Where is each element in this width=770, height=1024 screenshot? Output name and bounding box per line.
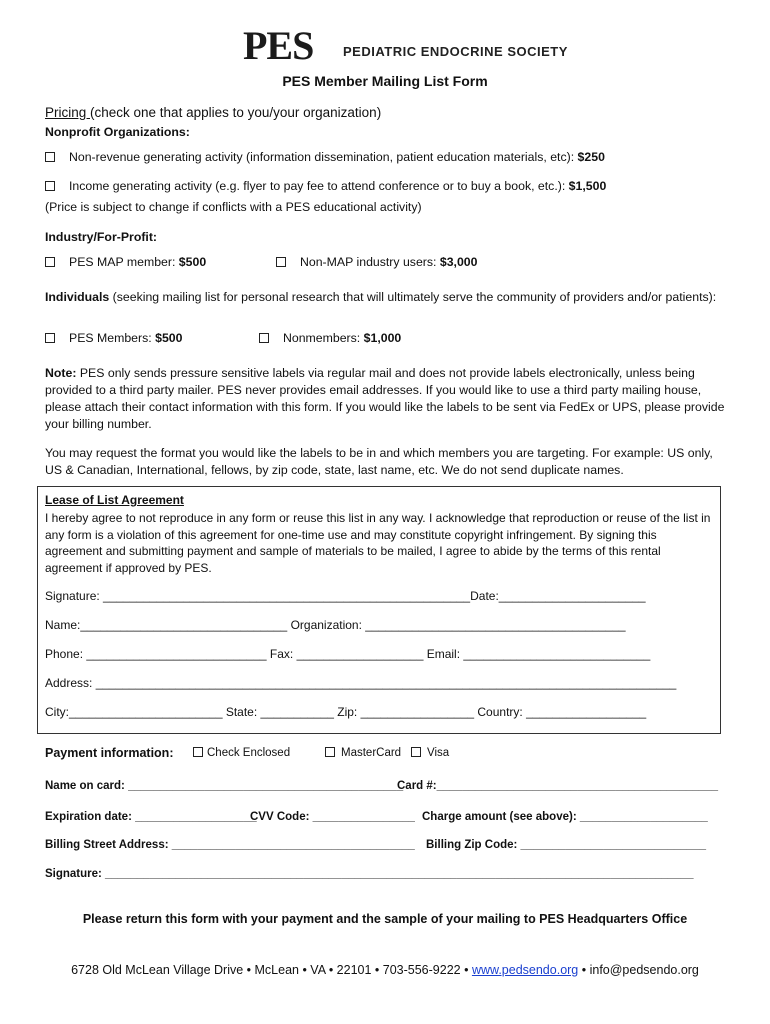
note-paragraph	[45, 365, 725, 433]
checkbox-map-member[interactable]	[45, 257, 55, 267]
checkbox-visa[interactable]	[411, 747, 421, 757]
note-label: Note:	[45, 366, 77, 380]
individuals-option-2[interactable]	[259, 331, 401, 345]
individuals-description: (seeking mailing list for personal research that will ultimately serve the community of providers and/or patients):	[109, 290, 717, 304]
agreement-city-state-zip-field[interactable]: City:_______________________ State: ___________ Zip: _________________ Country: __________________	[45, 705, 647, 719]
website-link[interactable]: www.pedsendo.org	[471, 963, 579, 977]
agreement-name-org-field[interactable]: Name:_______________________________ Organization: _______________________________________	[45, 618, 626, 632]
pricing-heading: Pricing	[45, 105, 91, 120]
agreement-phone-fax-email-field[interactable]: Phone: ___________________________ Fax: ___________________ Email: ____________________________	[45, 647, 651, 661]
pricing-heading-row	[45, 105, 381, 120]
checkbox-nonmembers[interactable]	[259, 333, 269, 343]
pricing-heading-note: (check one that applies to you/your organization)	[90, 105, 382, 120]
individuals-option-1-price: $500	[155, 331, 183, 345]
checkbox-check-enclosed[interactable]	[193, 747, 203, 757]
nonprofit-option-1[interactable]	[45, 150, 605, 164]
individuals-option-1[interactable]	[45, 331, 182, 345]
billing-zip-field[interactable]: Billing Zip Code: _____________________________	[426, 839, 707, 851]
checkbox-nonprofit-income[interactable]	[45, 181, 55, 191]
lease-agreement-box	[37, 486, 721, 734]
payment-mastercard-option[interactable]	[325, 747, 401, 759]
industry-option-1[interactable]	[45, 255, 206, 269]
individuals-option-1-text: PES Members:	[69, 331, 156, 345]
check-enclosed-label: Check Enclosed	[207, 747, 291, 759]
individuals-option-2-text: Nonmembers:	[283, 331, 364, 345]
nonprofit-option-2-text: Income generating activity (e.g. flyer to pay fee to attend conference or to buy a book, etc.):	[69, 179, 569, 193]
industry-option-1-text: PES MAP member:	[69, 255, 179, 269]
industry-heading: Industry/For-Profit:	[45, 230, 158, 244]
form-title: PES Member Mailing List Form	[282, 73, 488, 89]
visa-label: Visa	[427, 747, 450, 759]
nonprofit-price-note: (Price is subject to change if conflicts with a PES educational activity)	[45, 200, 422, 214]
payment-heading: Payment information:	[45, 746, 174, 760]
charge-amount-field[interactable]: Charge amount (see above): ____________________	[422, 811, 708, 823]
payment-check-option[interactable]	[193, 747, 290, 759]
footer-email: • info@pedsendo.org	[578, 963, 699, 977]
payment-signature-field[interactable]: Signature: ____________________________________________________________________________________________	[45, 868, 694, 880]
nonprofit-option-2-price: $1,500	[568, 179, 607, 193]
nonprofit-option-2[interactable]	[45, 179, 606, 193]
payment-visa-option[interactable]	[411, 747, 449, 759]
agreement-address-field[interactable]: Address: _______________________________________________________________________________________	[45, 676, 677, 690]
industry-option-2[interactable]	[276, 255, 478, 269]
mastercard-label: MasterCard	[341, 747, 402, 759]
industry-option-2-price: $3,000	[439, 255, 478, 269]
individuals-paragraph	[45, 289, 725, 306]
format-request-paragraph: You may request the format you would like the labels to be in and which members you are targeting. For example: US only, US & Canadian, International, fellows, by zip code, state, last name, etc. We do not send duplicate names.	[45, 446, 713, 477]
nonprofit-heading: Nonprofit Organizations:	[45, 125, 190, 139]
nonprofit-option-1-text: Non-revenue generating activity (information dissemination, patient education materials, etc):	[69, 150, 578, 164]
card-number-field[interactable]: Card #:____________________________________________	[397, 780, 719, 792]
checkbox-mastercard[interactable]	[325, 747, 335, 757]
footer-address: 6728 Old McLean Village Drive • McLean • VA • 22101 • 703-556-9222 •	[71, 963, 472, 977]
billing-street-field[interactable]: Billing Street Address: ______________________________________	[45, 839, 415, 851]
cvv-code-field[interactable]: CVV Code: ________________	[250, 811, 415, 823]
checkbox-non-map[interactable]	[276, 257, 286, 267]
nonprofit-option-1-price: $250	[577, 150, 605, 164]
agreement-heading: Lease of List Agreement	[45, 493, 184, 507]
agreement-signature-field[interactable]: Signature: _______________________________________________________Date:______________________	[45, 589, 646, 603]
checkbox-pes-members[interactable]	[45, 333, 55, 343]
name-on-card-field[interactable]: Name on card: ___________________________________________	[45, 780, 404, 792]
checkbox-nonprofit-nonrevenue[interactable]	[45, 152, 55, 162]
logo-mark: PES	[243, 23, 314, 68]
individuals-heading: Individuals	[45, 290, 110, 304]
industry-option-1-price: $500	[178, 255, 207, 269]
individuals-option-2-price: $1,000	[363, 331, 402, 345]
industry-option-2-text: Non-MAP industry users:	[300, 255, 440, 269]
footer-contact	[0, 963, 770, 977]
agreement-text: I hereby agree to not reproduce in any form or reuse this list in any way. I acknowledge that reproduction or reuse of the list in any form is a violation of this agreement for one-time use and may constitute copyright infringement. By signing this agreement and submitting payment and sample of materials to be mailed, I agree to abide by the terms of this rental agreement if approved by PES.	[45, 511, 711, 575]
expiration-date-field[interactable]: Expiration date: ___________________	[45, 811, 257, 823]
note-text: PES only sends pressure sensitive labels via regular mail and does not provide labels electronically, unless being provided to a third party mailer. PES never provides email addresses. If you would like to use a third party mailing house, please attach their contact information with this form. If you would like the labels to be sent via FedEx or UPS, please provide your billing number.	[45, 366, 725, 431]
logo-org-name: PEDIATRIC ENDOCRINE SOCIETY	[343, 44, 568, 59]
return-instruction: Please return this form with your payment and the sample of your mailing to PES Headquarters Office	[82, 912, 688, 926]
